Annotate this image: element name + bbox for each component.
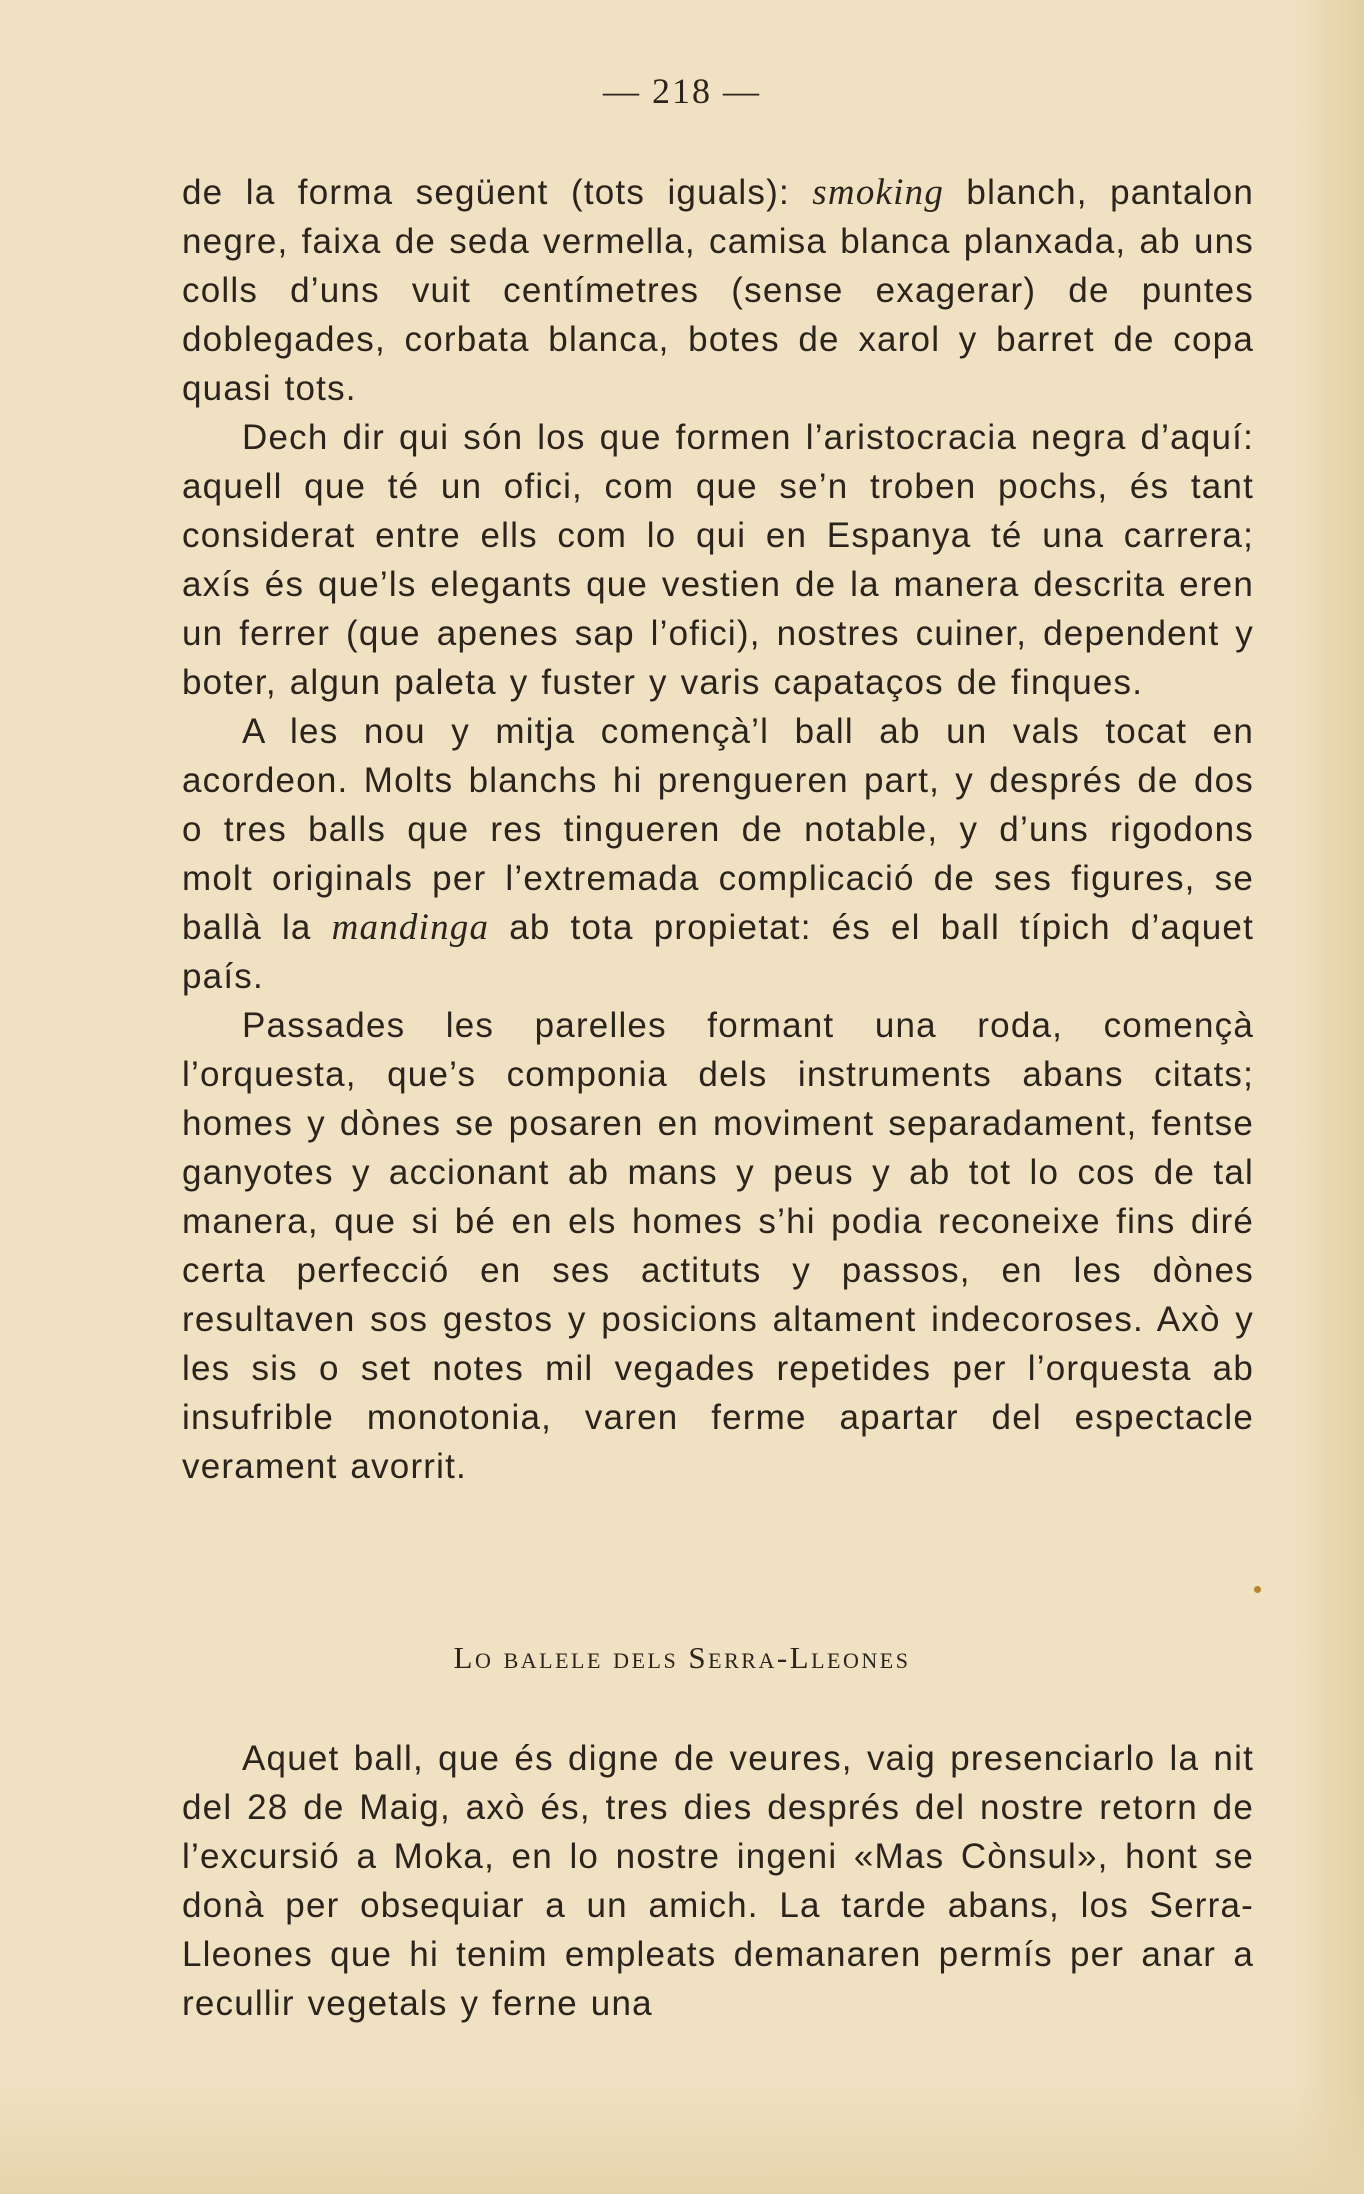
page-bottom-shading [0, 2084, 1364, 2194]
paragraph: A les nou y mitja començà’l ball ab un vals tocat en acordeon. Molts blanchs hi prengueren part, y després de dos o tres balls que res tingueren de notable, y d’uns rigodons molt originals per l’extremada complicació de ses figures, se ballà la mandinga ab tota propietat: és el ball típich d’aquet país. [182, 712, 1255, 996]
paragraph: Dech dir qui són los que formen l’aristocracia negra d’aquí: aquell que té un ofici, com que se’n troben pochs, és tant considerat entre ells com lo qui en Espanya té una carrera; axís és que’ls elegants que vestien de la manera descrita eren un ferrer (que apenes sap l’ofici), nostres cuiner, dependent y boter, algun paleta y fuster y varis capataços de finques. [182, 418, 1254, 702]
section-heading: Lo balele dels Serra-Lleones [453, 1640, 911, 1675]
paragraph: Passades les parelles formant una roda, començà l’orquesta, que’s componia dels instruments abans citats; homes y dònes se posaren en moviment separadament, fentse ganyotes y accionant ab mans y peus y ab tot lo cos de tal manera, que si bé en els homes s’hi podia reconeixe fins diré certa perfecció en ses actituts y passos, en les dònes resultaven sos gestos y posicions altament indecoroses. Axò y les sis o set notes mil vegades repetides per l’orquesta ab insufrible monotonia, varen ferme apartar del espectacle verament avorrit. [182, 1006, 1254, 1486]
italic-term: mandinga [331, 907, 490, 948]
page-edge-shading [1294, 0, 1364, 2194]
paragraph-continued: de la forma següent (tots iguals): smoking blanch, pantalon negre, faixa de seda vermella, camisa blanca planxada, ab uns colls d’uns vuit centímetres (sense exagerar) de puntes doblegades, corbata blanca, botes de xarol y barret de copa quasi tots. [182, 172, 1254, 408]
section-body-text [182, 1734, 1254, 2028]
paper-speck [1254, 1586, 1261, 1593]
page-number: — 218 — [603, 71, 761, 111]
body-text [182, 168, 1254, 1491]
italic-term: smoking [812, 172, 945, 213]
paragraph: Aquet ball, que és digne de veures, vaig presenciarlo la nit del 28 de Maig, axò és, tres dies després del nostre retorn de l’excursió a Moka, en lo nostre ingeni «Mas Cònsul», hont se donà per obsequiar a un amich. La tarde abans, los Serra-Lleones que hi tenim empleats demanaren permís per anar a recullir vegetals y ferne una [182, 1739, 1254, 2023]
